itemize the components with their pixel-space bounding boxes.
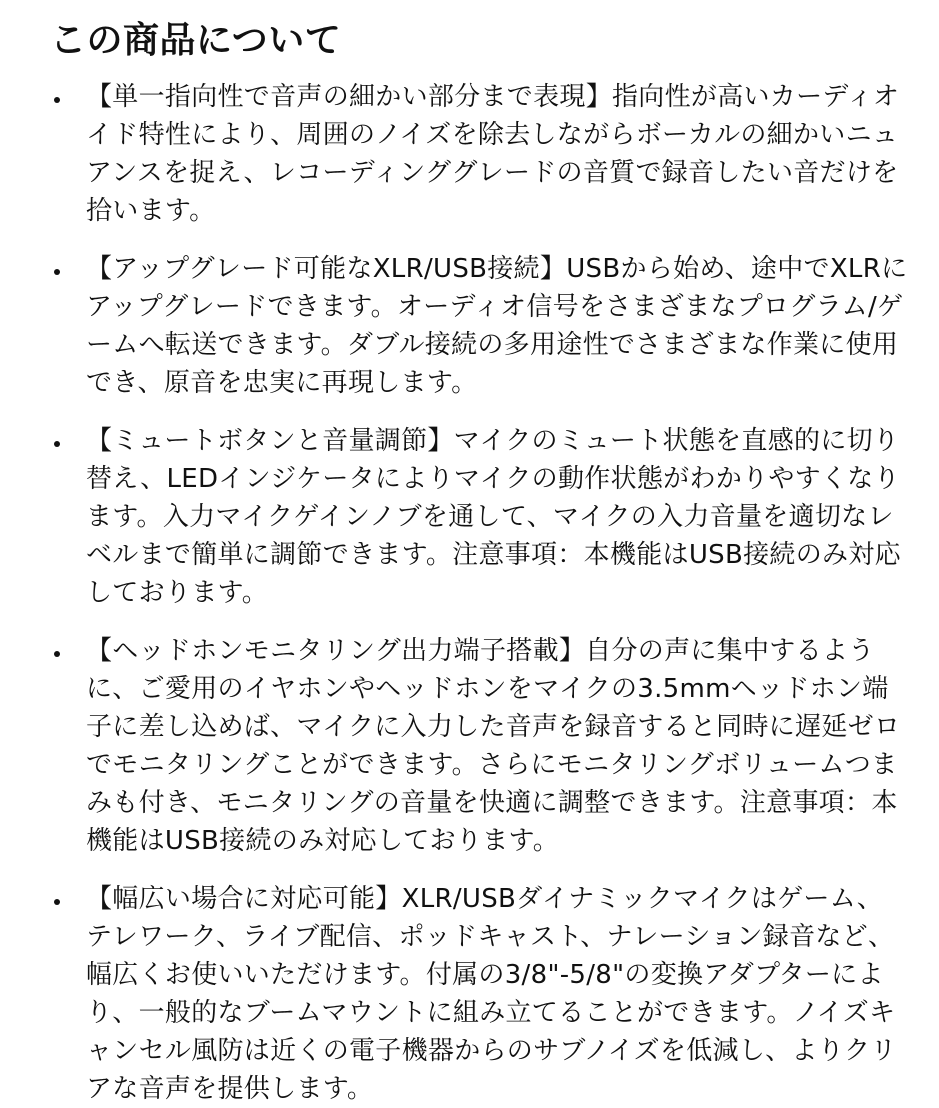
- feature-item-versatility: [50, 880, 909, 1108]
- bullet-icon: [54, 651, 60, 657]
- bullet-icon: [54, 899, 60, 905]
- feature-text: 【ヘッドホンモニタリング出力端子搭載】自分の声に集中するように、ご愛用のイヤホンやヘッドホンをマイクの3.5mmヘッドホン端子に差し込めば、マイクに入力した音声を録音すると同時に遅延ゼロでモニタリングことができます。さらにモニタリングボリュームつまみも付き、モニタリングの音量を快適に調整できます。注意事項：本機能はUSB接続のみ対応しております。: [86, 636, 901, 856]
- feature-text: 【アップグレード可能なXLR/USB接続】USBから始め、途中でXLRにアップグレードできます。オーディオ信号をさまざまなプログラム/ゲームへ転送できます。ダブル接続の多用途性でさまざまな作業に使用でき、原音を忠実に再現します。: [86, 254, 908, 398]
- bullet-icon: [54, 97, 60, 103]
- feature-item-connection: [50, 250, 909, 402]
- feature-item-mute-volume: [50, 422, 909, 612]
- feature-text: 【単一指向性で音声の細かい部分まで表現】指向性が高いカーディオイド特性により、周囲のノイズを除去しながらボーカルの細かいニュアンスを捉え、レコーディンググレードの音質で録音したい音だけを拾います。: [86, 82, 900, 226]
- feature-item-headphone-monitoring: [50, 632, 909, 860]
- bullet-icon: [54, 441, 60, 447]
- bullet-icon: [54, 269, 60, 275]
- feature-text: 【ミュートボタンと音量調節】マイクのミュート状態を直感的に切り替え、LEDインジケータによりマイクの動作状態がわかりやすくなります。入力マイクゲインノブを通して、マイクの入力音量を適切なレベルまで簡単に調節できます。注意事項：本機能はUSB接続のみ対応しております。: [86, 426, 901, 608]
- section-title: この商品について: [50, 20, 342, 61]
- feature-list: [50, 78, 909, 1108]
- feature-item-directivity: [50, 78, 909, 230]
- feature-text: 【幅広い場合に対応可能】XLR/USBダイナミックマイクはゲーム、テレワーク、ライブ配信、ポッドキャスト、ナレーション録音など、幅広くお使いいただけます。付属の3/8"-5/8"の変換アダプターにより、一般的なブームマウントに組み立てることができます。ノイズキャンセル風防は近くの電子機器からのサブノイズを低減し、よりクリアな音声を提供します。: [86, 884, 897, 1104]
